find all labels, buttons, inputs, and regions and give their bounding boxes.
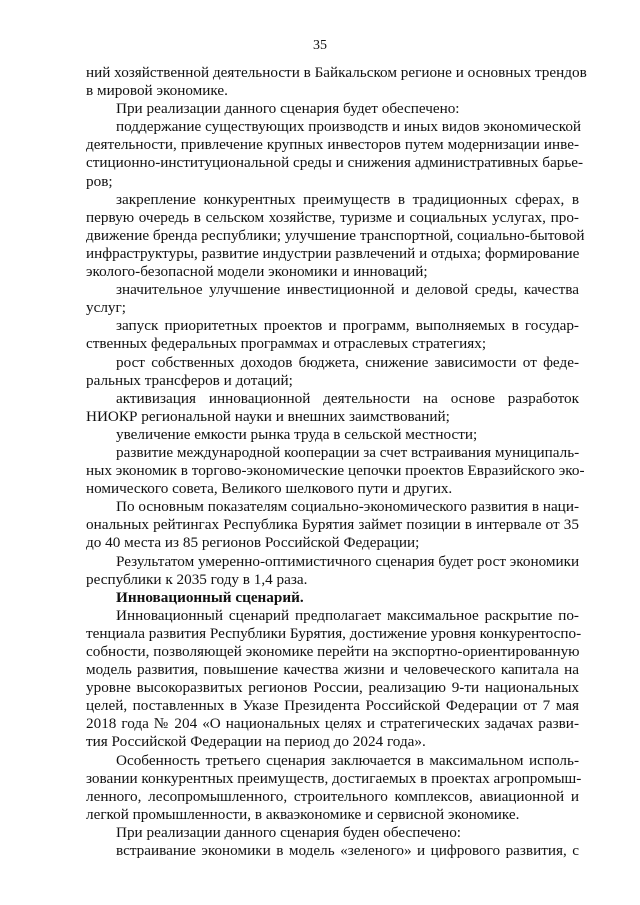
text-line: модель развития, повышение качества жизни и человеческого капитала на [86,661,579,679]
text-line: При реализации данного сценария буден обеспечено: [116,823,462,841]
text-line: инфраструктуры, развитие индустрии развлечений и отдыха; формирование [86,244,580,262]
text-line: По основным показателям социально-экономического развития в наци- [116,498,579,516]
paragraph [86,842,579,860]
text-line: При реализации данного сценария будет обеспечено: [116,100,460,118]
text-line: тенциала развития Республики Бурятия, достижение уровня конкурентоспо- [86,624,582,642]
text-line: зовании конкурентных преимуществ, достигаемых в проектах агропромыш- [86,769,582,787]
text-line: целей, поставленных в Указе Президента Российской Федерации от 7 мая [86,697,579,715]
page-number: 35 [313,38,327,53]
paragraph [86,589,579,607]
text-line: республики к 2035 году в 1,4 раза. [86,570,308,588]
text-line: Особенность третьего сценария заключается в максимальном исполь- [116,751,579,769]
text-line: тия Российской Федерации на период до 2024 года». [86,733,426,751]
text-line: Инновационный сценарий. [116,588,304,606]
text-line: Результатом умеренно-оптимистичного сценария будет рост экономики [116,552,580,570]
paragraph [86,281,579,317]
paragraph [86,553,579,589]
text-line: НИОКР региональной науки и внешних заимствований; [86,407,450,425]
text-line: ональных рейтингах Республика Бурятия займет позиции в интервале от 35 [86,516,579,534]
text-line: в мировой экономике. [86,82,228,100]
text-line: легкой промышленности, в акваэкономике и сервисной экономике. [86,805,520,823]
paragraph [86,390,579,426]
text-line: ленного, лесопромышленного, строительного комплексов, авиационной и [86,787,579,805]
paragraph [86,426,579,444]
text-line: эколого-безопасной модели экономики и инноваций; [86,263,428,281]
text-line: собности, позволяющей экономике перейти на экспортно-ориентированную [86,643,580,660]
text-line: значительное улучшение инвестиционной и деловой среды, качества [116,281,579,299]
paragraph [86,100,579,118]
paragraph [86,118,584,190]
paragraph [86,317,579,353]
paragraph [86,751,582,824]
text-line: стиционно-институциональной среды и снижения административных барье- [86,154,584,172]
text-line: до 40 места из 85 регионов Российской Федерации; [86,534,420,552]
paragraph [86,190,585,281]
text-line: увеличение емкости рынка труда в сельской местности; [116,425,478,443]
text-line: ральных трансферов и дотаций; [86,371,293,389]
text-line: ний хозяйственной деятельности в Байкальском регионе и основных трендов [86,64,587,81]
paragraph [86,354,579,390]
paragraph [86,443,585,498]
document-body [86,64,587,860]
text-line: ственных федеральных программах и отраслевых стратегиях; [86,335,487,353]
text-line: поддержание существующих производств и иных видов экономической [116,118,582,136]
text-line: Инновационный сценарий предполагает максимальное раскрытие по- [116,606,579,624]
text-line: уровне высокоразвитых регионов России, реализацию 9-ти национальных [86,679,579,697]
text-line: закрепление конкурентных преимуществ в традиционных сферах, в [116,190,579,208]
text-line: услуг; [86,299,126,317]
paragraph [86,64,587,100]
text-line: номического совета, Великого шелкового пути и других. [86,480,453,498]
text-line: запуск приоритетных проектов и программ, выполняемых в государ- [116,317,579,335]
text-line: первую очередь в сельском хозяйстве, туризме и социальных услугах, про- [86,208,579,226]
text-line: развитие международной кооперации за счет встраивания муниципаль- [116,443,580,461]
text-line: 2018 года № 204 «О национальных целях и стратегических задачах разви- [86,715,579,733]
text-line: движение бренда республики; улучшение транспортной, социально-бытовой [86,226,585,244]
paragraph [86,498,579,552]
text-line: деятельности, привлечение крупных инвесторов путем модернизации инве- [86,136,579,154]
paragraph [86,606,582,752]
text-line: активизация инновационной деятельности на основе разработок [116,389,579,407]
text-line: ров; [86,172,113,190]
paragraph [86,824,579,842]
text-line: встраивание экономики в модель «зеленого» и цифрового развития, с [116,842,579,860]
text-line: рост собственных доходов бюджета, снижение зависимости от феде- [116,353,579,371]
text-line: ных экономик в торгово-экономические цепочки проектов Евразийского эко- [86,462,585,480]
